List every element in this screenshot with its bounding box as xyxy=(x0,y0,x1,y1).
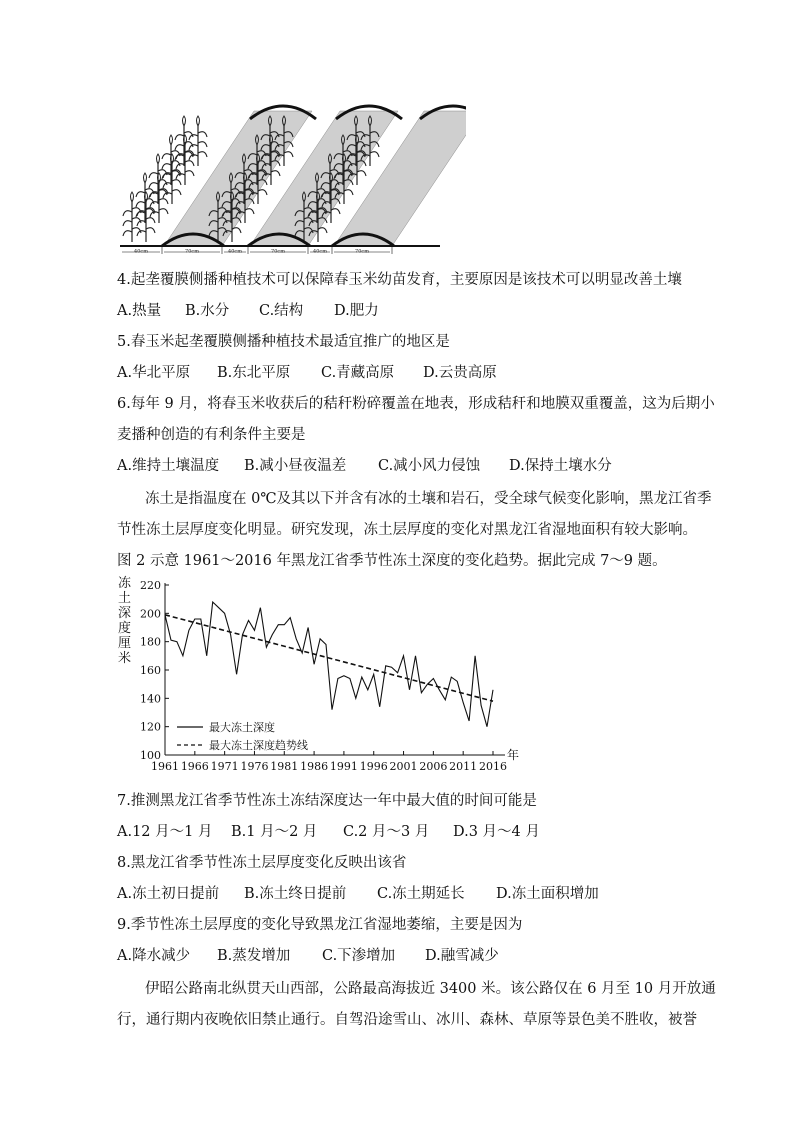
x-tick-label: 2011 xyxy=(449,760,478,773)
x-tick-label: 1971 xyxy=(210,760,239,773)
option[interactable]: B.1 月～2 月 xyxy=(231,824,318,840)
chart-y-label: 冻土深度厘米 xyxy=(118,576,132,666)
question-4-stem: 4.起垄覆膜侧播种植技术可以保障春玉米幼苗发育，主要原因是该技术可以明显改善土壤 xyxy=(117,272,682,288)
option[interactable]: B.蒸发增加 xyxy=(217,948,291,964)
question-9-stem: 9.季节性冻土层厚度的变化导致黑龙江省湿地萎缩，主要是因为 xyxy=(117,917,523,933)
y-tick-label: 180 xyxy=(140,635,161,649)
corn-plant xyxy=(123,192,141,242)
x-tick-label: 2001 xyxy=(389,760,418,773)
option[interactable]: A.热量 xyxy=(117,303,162,319)
question-4-options xyxy=(117,301,379,321)
width-label: 40cm xyxy=(228,248,242,254)
option[interactable]: C.减小风力侵蚀 xyxy=(378,458,481,474)
question-5-options xyxy=(117,363,497,383)
width-label: 40cm xyxy=(313,248,327,254)
option[interactable]: B.减小昼夜温差 xyxy=(244,458,347,474)
question-5-stem: 5.春玉米起垄覆膜侧播种植技术最适宜推广的地区是 xyxy=(117,334,450,350)
question-8-stem: 8.黑龙江省季节性冻土层厚度变化反映出该省 xyxy=(117,855,407,871)
legend-label: 最大冻土深度趋势线 xyxy=(209,739,308,752)
option[interactable]: D.3 月～4 月 xyxy=(453,824,540,840)
corn-plant xyxy=(175,116,193,166)
chart-series xyxy=(165,602,493,727)
ridge-planting-diagram xyxy=(118,96,466,254)
x-tick-label: 1961 xyxy=(151,760,179,773)
legend-label: 最大冻土深度 xyxy=(209,721,275,734)
y-tick-label: 100 xyxy=(140,749,161,762)
frozen-soil-chart xyxy=(115,575,525,780)
option[interactable]: A.降水减少 xyxy=(117,948,191,964)
passage-1-line-1: 冻土是指温度在 0℃及其以下并含有冰的土壤和岩石，受全球气候变化影响，黑龙江省季 xyxy=(145,491,712,507)
corn-plant xyxy=(149,154,167,204)
x-tick-label: 1966 xyxy=(180,760,209,773)
option[interactable]: D.融雪减少 xyxy=(425,948,499,964)
y-tick-label: 140 xyxy=(140,692,161,706)
width-labels xyxy=(122,246,392,254)
width-label: 40cm xyxy=(134,248,148,254)
option[interactable]: C.下渗增加 xyxy=(322,948,396,964)
question-6-options xyxy=(117,456,612,476)
question-6-stem-line-1: 6.每年 9 月，将春玉米收获后的秸秆粉碎覆盖在地表，形成秸秆和地膜双重覆盖，这为后期小 xyxy=(117,396,715,412)
passage-2-line-2: 行，通行期内夜晚依旧禁止通行。自驾沿途雪山、冰川、森林、草原等景色美不胜收，被誉 xyxy=(117,1012,697,1028)
option[interactable]: B.水分 xyxy=(185,303,230,319)
x-tick-label: 1996 xyxy=(359,760,388,773)
option[interactable]: A.冻土初日提前 xyxy=(117,886,220,902)
y-tick-label: 120 xyxy=(140,720,161,734)
passage-1-line-2: 节性冻土层厚度变化明显。研究发现，冻土层厚度的变化对黑龙江省湿地面积有较大影响。 xyxy=(117,522,697,538)
option[interactable]: D.肥力 xyxy=(334,303,379,319)
width-label: 70cm xyxy=(185,248,199,254)
y-tick-label: 160 xyxy=(140,664,161,677)
question-6-stem-line-2: 麦播种创造的有利条件主要是 xyxy=(117,427,306,443)
option[interactable]: C.2 月～3 月 xyxy=(343,824,430,840)
question-8-options xyxy=(117,884,599,904)
x-tick-label: 1986 xyxy=(300,760,329,773)
corn-plant xyxy=(136,173,154,223)
option[interactable]: A.维持土壤温度 xyxy=(117,458,220,474)
chart-svg xyxy=(115,575,525,780)
y-tick-label: 220 xyxy=(140,579,161,592)
x-tick-label: 1991 xyxy=(329,760,358,773)
width-label: 70cm xyxy=(355,248,369,254)
option[interactable]: C.青藏高原 xyxy=(321,365,395,381)
passage-1-line-3: 图 2 示意 1961～2016 年黑龙江省季节性冻土深度的变化趋势。据此完成 7～9 题。 xyxy=(117,553,667,569)
question-7-options xyxy=(117,822,540,842)
corn-plant xyxy=(162,135,180,185)
question-7-stem: 7.推测黑龙江省季节性冻土冻结深度达一年中最大值的时间可能是 xyxy=(117,793,537,809)
option[interactable]: C.冻土期延长 xyxy=(377,886,465,902)
x-tick-label: 1981 xyxy=(270,760,299,773)
option[interactable]: D.冻土面积增加 xyxy=(496,886,599,902)
x-tick-label: 1976 xyxy=(240,760,269,773)
option[interactable]: B.东北平原 xyxy=(217,365,291,381)
y-tick-label: 200 xyxy=(140,607,161,621)
chart-legend xyxy=(177,720,308,752)
depth-line xyxy=(165,602,493,727)
passage-2-line-1: 伊昭公路南北纵贯天山西部，公路最高海拔近 3400 米。该公路仅在 6 月至 10 月开放通 xyxy=(145,981,716,997)
option[interactable]: D.保持土壤水分 xyxy=(509,458,612,474)
option[interactable]: B.冻土终日提前 xyxy=(244,886,347,902)
question-9-options xyxy=(117,946,499,966)
corn-plant xyxy=(189,116,207,166)
option[interactable]: C.结构 xyxy=(259,303,304,319)
option[interactable]: D.云贵高原 xyxy=(423,365,497,381)
x-tick-label: 2016 xyxy=(479,760,507,773)
option[interactable]: A.华北平原 xyxy=(117,365,191,381)
chart-axes xyxy=(140,579,519,773)
option[interactable]: A.12 月～1 月 xyxy=(117,824,213,840)
width-label: 70cm xyxy=(271,248,285,254)
trend-line xyxy=(165,615,493,701)
x-axis-label: 年 xyxy=(507,748,520,762)
x-tick-label: 2006 xyxy=(419,760,448,773)
